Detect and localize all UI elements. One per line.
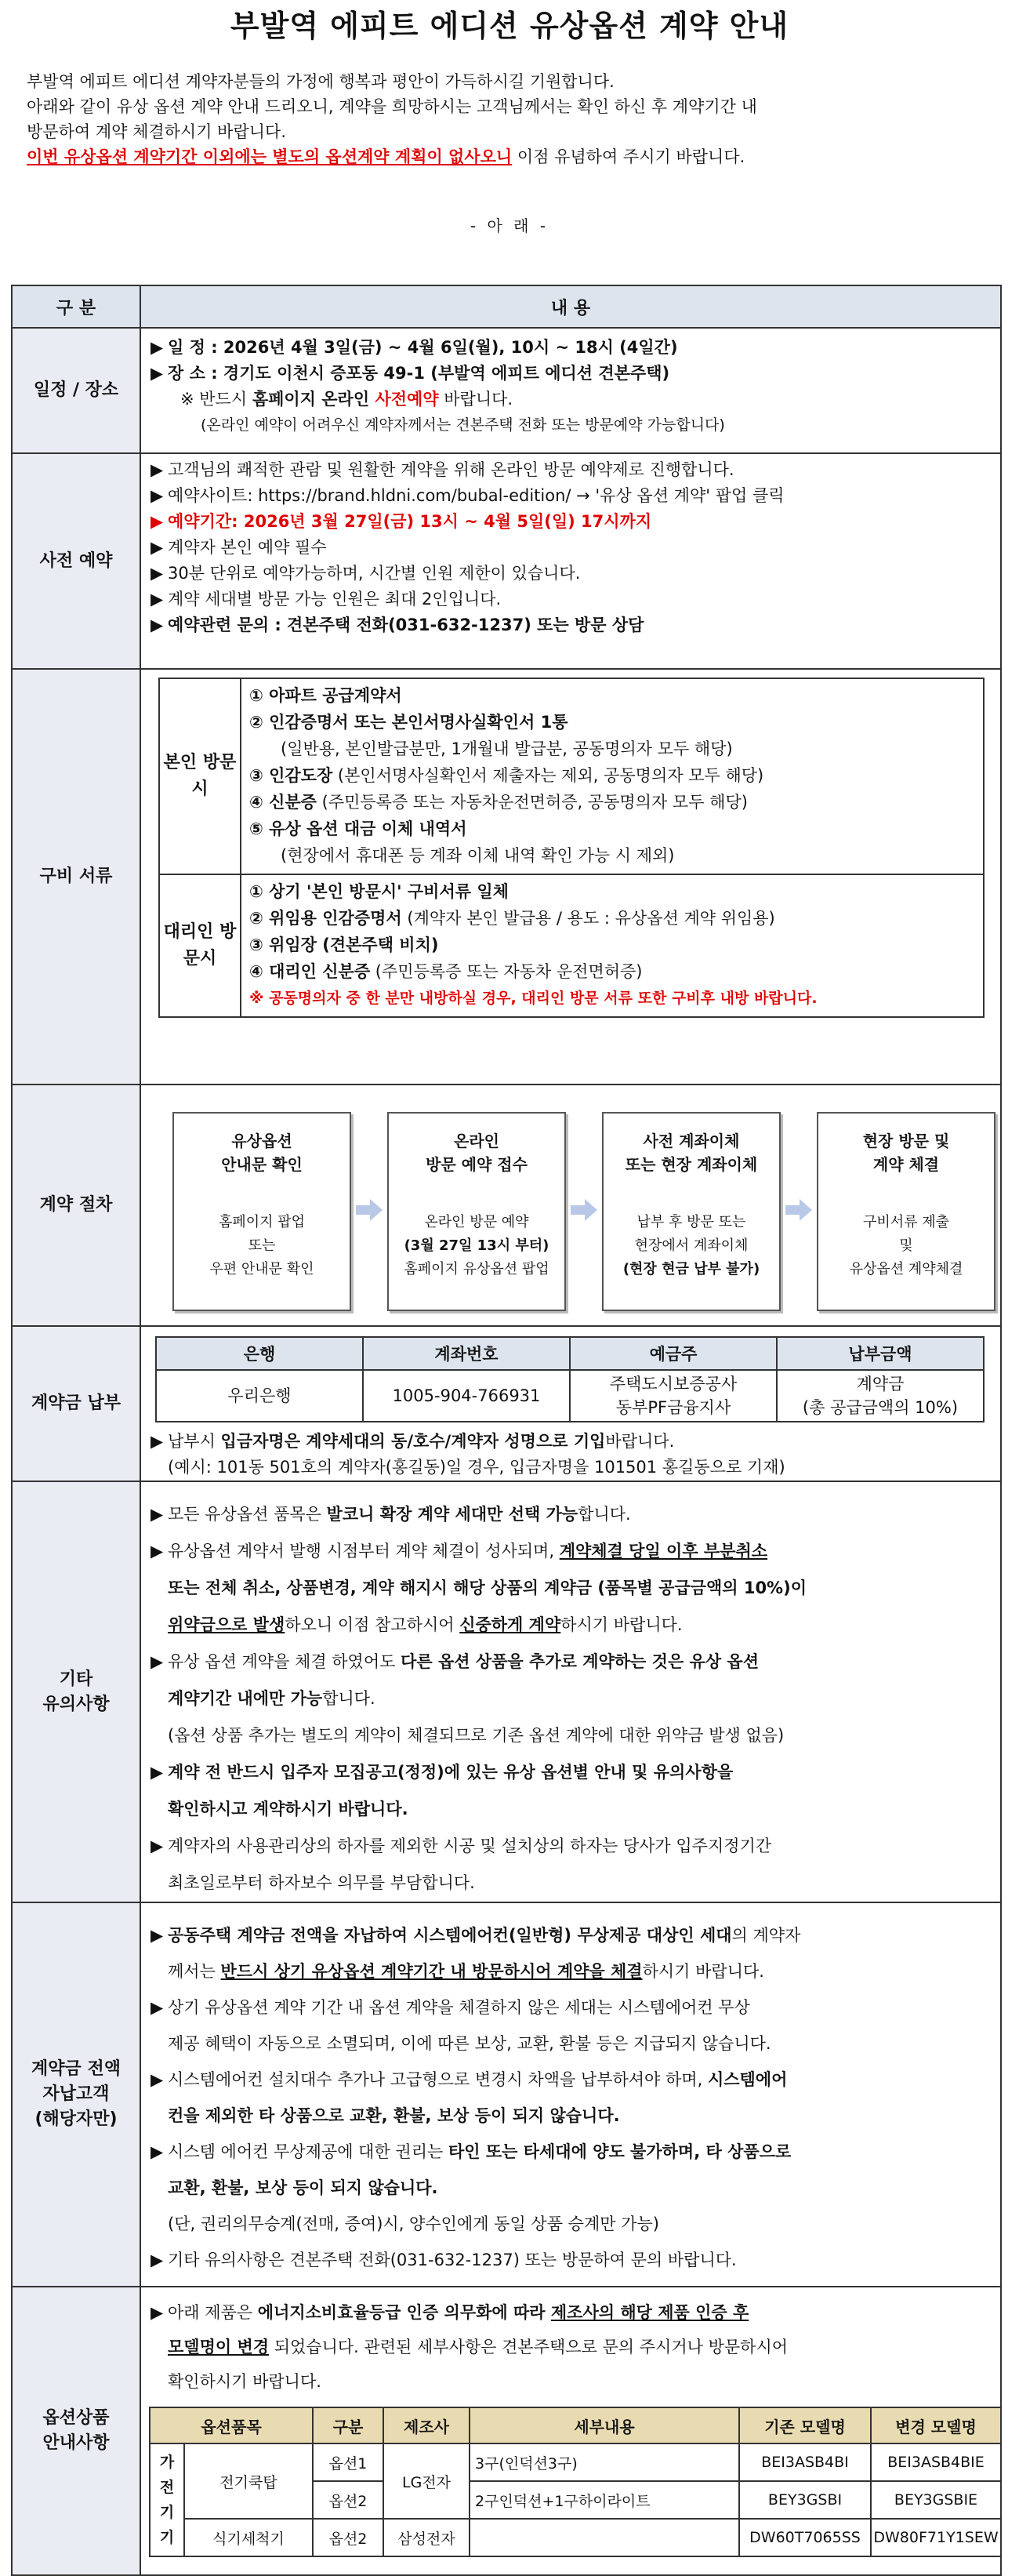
full-line: ▶ 공동주택 계약금 전액을 자납하여 시스템에어컨(일반형) 무상제공 대상인 세대의 계약자 xyxy=(150,1926,801,1945)
intro-line: 아래와 같이 유상 옵션 계약 안내 드리오니, 계약을 희망하시는 고객님께서는 확인 하신 후 계약기간 내 xyxy=(27,97,757,116)
doc-subitem: (현장에서 휴대폰 등 계좌 이체 내역 확인 가능 시 제외) xyxy=(281,846,675,865)
options-detail: 3구(인덕션3구) xyxy=(470,2443,739,2481)
label-procedure: 계약 절차 xyxy=(12,1085,140,1326)
reservation-line: ▶ 30분 단위로 예약가능하며, 시간별 인원 제한이 있습니다. xyxy=(150,564,581,583)
other-line: 또는 전체 취소, 상품변경, 계약 해지시 해당 상품의 계약금 (품목별 공급금액의 10%)이 xyxy=(168,1579,807,1597)
schedule-subnote: (온라인 예약이 어려우신 계약자께서는 견본주택 전화 또는 방문예약 가능합니다) xyxy=(201,416,725,434)
other-line: ▶ 유상 옵션 계약을 체결 하였어도 다른 옵션 상품을 추가로 계약하는 것은 유상 옵션 xyxy=(150,1652,759,1671)
reservation-site: ▶ 예약사이트: https://brand.hldni.com/bubal-edition/ → '유상 옵션 계약' 팝업 클릭 xyxy=(150,486,785,505)
reservation-period: ▶ 예약기간: 2026년 3월 27일(금) 13시 ~ 4월 5일(일) 17시까지 xyxy=(150,512,652,531)
other-line: 확인하시고 계약하시기 바랍니다. xyxy=(168,1800,408,1818)
options-maker: 삼성전자 xyxy=(383,2519,470,2556)
other-line: (옵션 상품 추가는 별도의 계약이 체결되므로 기존 옵션 계약에 대한 위약금 발생 없음) xyxy=(168,1726,785,1745)
schedule-place: ▶ 장 소 : 경기도 이천시 증포동 49-1 (부발역 에피트 에디션 견본주택) xyxy=(141,361,1000,387)
arrow-right-icon xyxy=(356,1199,383,1221)
products-line: ▶ 아래 제품은 에너지소비효율등급 인증 의무화에 따라 제조사의 해당 제품 인증 후 xyxy=(150,2303,749,2322)
options-detail xyxy=(470,2519,739,2556)
full-line: ▶ 상기 유상옵션 계약 기간 내 옵션 계약을 체결하지 않은 세대는 시스템에어컨 무상 xyxy=(150,1998,750,2017)
content-procedure xyxy=(140,1085,1001,1326)
options-col-header: 기존 모델명 xyxy=(739,2407,871,2443)
label-self-visit: 본인 방문시 xyxy=(159,678,241,874)
options-table xyxy=(149,2407,1002,2557)
warning-rest-text: 이점 유념하여 주시기 바랍니다. xyxy=(512,147,745,166)
documents-self-row xyxy=(159,678,984,874)
procedure-step-4: 현장 방문 및 계약 체결 구비서류 제출 및 유상옵션 계약체결 xyxy=(817,1112,995,1311)
label-products: 옵션상품 안내사항 xyxy=(12,2287,140,2575)
options-col-header: 제조사 xyxy=(383,2407,470,2443)
arrow-icon: ▶ xyxy=(150,364,164,383)
options-row xyxy=(150,2519,1001,2556)
label-schedule: 일정 / 장소 xyxy=(12,328,140,453)
full-line: (단, 권리의무승계(전매, 증여)시, 양수인에게 동일 상품 승계만 가능) xyxy=(168,2214,659,2233)
options-new-model: DW80F71Y1SEW xyxy=(871,2519,1001,2556)
label-payment: 계약금 납부 xyxy=(12,1326,140,1481)
full-line: 교환, 환불, 보상 등이 되지 않습니다. xyxy=(168,2178,438,2197)
reservation-line: ▶ 계약 세대별 방문 가능 인원은 최대 2인입니다. xyxy=(150,590,502,609)
header-category: 구 분 xyxy=(12,285,140,328)
reservation-line: ▶ 고객님의 쾌적한 관람 및 원활한 계약을 위해 온라인 방문 예약제로 진행합니다. xyxy=(150,460,734,479)
bank-col-header: 예금주 xyxy=(570,1337,777,1370)
documents-table xyxy=(158,678,985,1018)
procedure-step-1: 유상옵션 안내문 확인 홈페이지 팝업 또는 우편 안내문 확인 xyxy=(172,1112,351,1311)
products-line: 확인하시기 바랍니다. xyxy=(168,2372,321,2391)
reservation-contact: ▶ 예약관련 문의 : 견본주택 전화(031-632-1237) 또는 방문 상담 xyxy=(150,616,644,634)
proxy-warning: ※ 공동명의자 중 한 분만 내방하실 경우, 대리인 방문 서류 또한 구비후 내방 바랍니다. xyxy=(249,990,818,1007)
options-type: 옵션1 xyxy=(313,2443,383,2481)
doc-item: ① 아파트 공급계약서 xyxy=(249,686,402,705)
full-line: ▶ 시스템에어컨 설치대수 추가나 고급형으로 변경시 차액을 납부하셔야 하며, 시스템에어 xyxy=(150,2070,788,2089)
other-line: 위약금으로 발생하오니 이점 참고하시어 신중하게 계약하시기 바랍니다. xyxy=(168,1615,683,1634)
doc-item: ② 위임용 인감증명서 (계약자 본인 발급용 / 용도 : 유상옵션 계약 위임용) xyxy=(249,909,775,928)
other-line: ▶ 계약 전 반드시 입주자 모집공고(정정)에 있는 유상 옵션별 안내 및 유의사항을 xyxy=(150,1763,734,1782)
payment-note: ▶ 납부시 입금자명은 계약세대의 동/호수/계약자 성명으로 기입바랍니다. xyxy=(150,1432,675,1451)
options-col-header: 변경 모델명 xyxy=(871,2407,1001,2443)
label-documents: 구비 서류 xyxy=(12,669,140,1085)
bank-table xyxy=(155,1336,985,1422)
other-line: 최초일로부터 하자보수 의무를 부담합니다. xyxy=(168,1873,475,1892)
bank-name: 우리은행 xyxy=(156,1370,363,1422)
content-full-payment xyxy=(140,1902,1001,2287)
procedure-step-3: 사전 계좌이체 또는 현장 계좌이체 납부 후 방문 또는 현장에서 계좌이체 (현장 현금 납부 불가) xyxy=(602,1112,781,1311)
options-col-header: 구분 xyxy=(313,2407,383,2443)
doc-item: ⑤ 유상 옵션 대금 이체 내역서 xyxy=(249,819,467,838)
other-line: ▶ 유상옵션 계약서 발행 시점부터 계약 체결이 성사되며, 계약체결 당일 이후 부분취소 xyxy=(150,1542,768,1560)
doc-item: ④ 대리인 신분증 (주민등록증 또는 자동차 운전면허증) xyxy=(249,962,643,981)
full-line: 제공 혜택이 자동으로 소멸되며, 이에 따른 보상, 교환, 환불 등은 지급되지 않습니다. xyxy=(168,2034,771,2053)
label-proxy-visit: 대리인 방문시 xyxy=(159,874,241,1017)
row-schedule xyxy=(12,328,1001,453)
self-doc-list xyxy=(241,678,984,874)
schedule-date: ▶ 일 정 : 2026년 4월 3일(금) ~ 4월 6일(월), 10시 ~ 18시 (4일간) xyxy=(141,335,1000,361)
intro-text xyxy=(27,69,999,169)
full-line: ▶ 시스템 에어컨 무상제공에 대한 권리는 타인 또는 타세대에 양도 불가하며, 타 상품으로 xyxy=(150,2142,792,2161)
options-group: 가전기기 xyxy=(150,2443,184,2556)
bank-data-row xyxy=(156,1370,984,1422)
intro-line: 방문하여 계약 체결하시기 바랍니다. xyxy=(27,122,286,141)
row-payment xyxy=(12,1326,1001,1481)
doc-item: ② 인감증명서 또는 본인서명사실확인서 1통 xyxy=(249,713,568,732)
doc-item: ① 상기 '본인 방문시' 구비서류 일체 xyxy=(249,882,509,901)
intro-warning xyxy=(27,144,999,169)
row-full-payment xyxy=(12,1902,1001,2287)
other-line: ▶ 모든 유상옵션 품목은 발코니 확장 계약 세대만 선택 가능합니다. xyxy=(150,1505,631,1524)
procedure-step-2: 온라인 방문 예약 접수 온라인 방문 예약 (3월 27일 13시 부터) 홈페이지 유상옵션 팝업 xyxy=(387,1112,566,1311)
page-title: 부발역 에피트 에디션 유상옵션 계약 안내 xyxy=(230,9,789,43)
bank-col-header: 납부금액 xyxy=(777,1337,984,1370)
payment-amount: 계약금 (총 공급금액의 10%) xyxy=(777,1370,984,1422)
doc-subitem: (일반용, 본인발급분만, 1개월내 발급분, 공동명의자 모두 해당) xyxy=(281,739,733,758)
options-new-model: BEY3GSBIE xyxy=(871,2481,1001,2519)
options-detail: 2구인덕션+1구하이라이트 xyxy=(470,2481,739,2519)
label-full-payment: 계약금 전액 자납고객 (해당자만) xyxy=(12,1902,140,2287)
bank-col-header: 은행 xyxy=(156,1337,363,1370)
full-line: 께서는 반드시 상기 유상옵션 계약기간 내 방문하시어 계약을 체결하시기 바랍니다. xyxy=(168,1962,764,1981)
label-other: 기타 유의사항 xyxy=(12,1481,140,1902)
options-col-header: 옵션품목 xyxy=(150,2407,313,2443)
options-item: 식기세척기 xyxy=(184,2519,313,2556)
options-type: 옵션2 xyxy=(313,2481,383,2519)
warning-red-text: 이번 유상옵션 계약기간 이외에는 별도의 옵션계약 계획이 없사오니 xyxy=(27,147,513,166)
options-type: 옵션2 xyxy=(313,2519,383,2556)
account-holder: 주택도시보증공사 동부PF금융지사 xyxy=(570,1370,777,1422)
doc-item: ③ 위임장 (견본주택 비치) xyxy=(249,936,439,954)
options-old-model: DW60T7065SS xyxy=(739,2519,871,2556)
full-line: 컨을 제외한 타 상품으로 교환, 환불, 보상 등이 되지 않습니다. xyxy=(168,2106,620,2125)
content-products xyxy=(140,2287,1001,2575)
intro-line: 부발역 에피트 에디션 계약자분들의 가정에 행복과 평안이 가득하시길 기원합니다. xyxy=(27,72,615,91)
options-old-model: BEI3ASB4BI xyxy=(739,2443,871,2481)
content-reservation xyxy=(140,453,1001,669)
other-line: 계약기간 내에만 가능합니다. xyxy=(168,1689,375,1708)
options-item: 전기쿡탑 xyxy=(184,2443,313,2519)
row-products xyxy=(12,2287,1001,2575)
row-procedure xyxy=(12,1085,1001,1326)
row-documents xyxy=(12,669,1001,1085)
payment-example: (예시: 101동 501호의 계약자(홍길동)일 경우, 입금자명을 101501 홍길동으로 기재) xyxy=(168,1458,785,1477)
bank-header-row xyxy=(156,1337,984,1370)
other-line: ▶ 계약자의 사용관리상의 하자를 제외한 시공 및 설치상의 하자는 당사가 입주지정기간 xyxy=(150,1837,772,1855)
row-other xyxy=(12,1481,1001,1902)
main-table xyxy=(11,285,1002,2576)
proxy-doc-list xyxy=(241,874,984,1017)
content-other xyxy=(140,1481,1001,1902)
procedure-flow xyxy=(141,1085,1000,1321)
options-col-header: 세부내용 xyxy=(470,2407,739,2443)
products-line: 모델명이 변경 되었습니다. 관련된 세부사항은 견본주택으로 문의 주시거나 방문하시어 xyxy=(168,2338,789,2356)
account-number: 1005-904-766931 xyxy=(363,1370,570,1422)
doc-item: ③ 인감도장 (본인서명사실확인서 제출자는 제외, 공동명의자 모두 해당) xyxy=(249,766,764,785)
content-payment xyxy=(140,1326,1001,1481)
documents-proxy-row xyxy=(159,874,984,1017)
content-schedule xyxy=(140,328,1001,453)
options-maker: LG전자 xyxy=(383,2443,470,2519)
arrow-icon: ▶ xyxy=(150,338,164,357)
options-new-model: BEI3ASB4BIE xyxy=(871,2443,1001,2481)
options-row xyxy=(150,2443,1001,2481)
section-subtitle: - 아 래 - xyxy=(470,216,549,235)
arrow-right-icon xyxy=(785,1199,812,1221)
label-reservation: 사전 예약 xyxy=(12,453,140,669)
bank-col-header: 계좌번호 xyxy=(363,1337,570,1370)
options-old-model: BEY3GSBI xyxy=(739,2481,871,2519)
row-reservation xyxy=(12,453,1001,669)
full-line: ▶ 기타 유의사항은 견본주택 전화(031-632-1237) 또는 방문하여 문의 바랍니다. xyxy=(150,2251,737,2269)
schedule-note: ※ 반드시 홈페이지 온라인 사전예약 바랍니다. xyxy=(180,390,513,409)
doc-item: ④ 신분증 (주민등록증 또는 자동차운전면허증, 공동명의자 모두 해당) xyxy=(249,793,748,812)
reservation-line: ▶ 계약자 본인 예약 필수 xyxy=(150,538,327,557)
content-documents xyxy=(140,669,1001,1085)
header-content: 내 용 xyxy=(140,285,1001,328)
arrow-right-icon xyxy=(571,1199,597,1221)
options-header-row xyxy=(150,2407,1001,2443)
